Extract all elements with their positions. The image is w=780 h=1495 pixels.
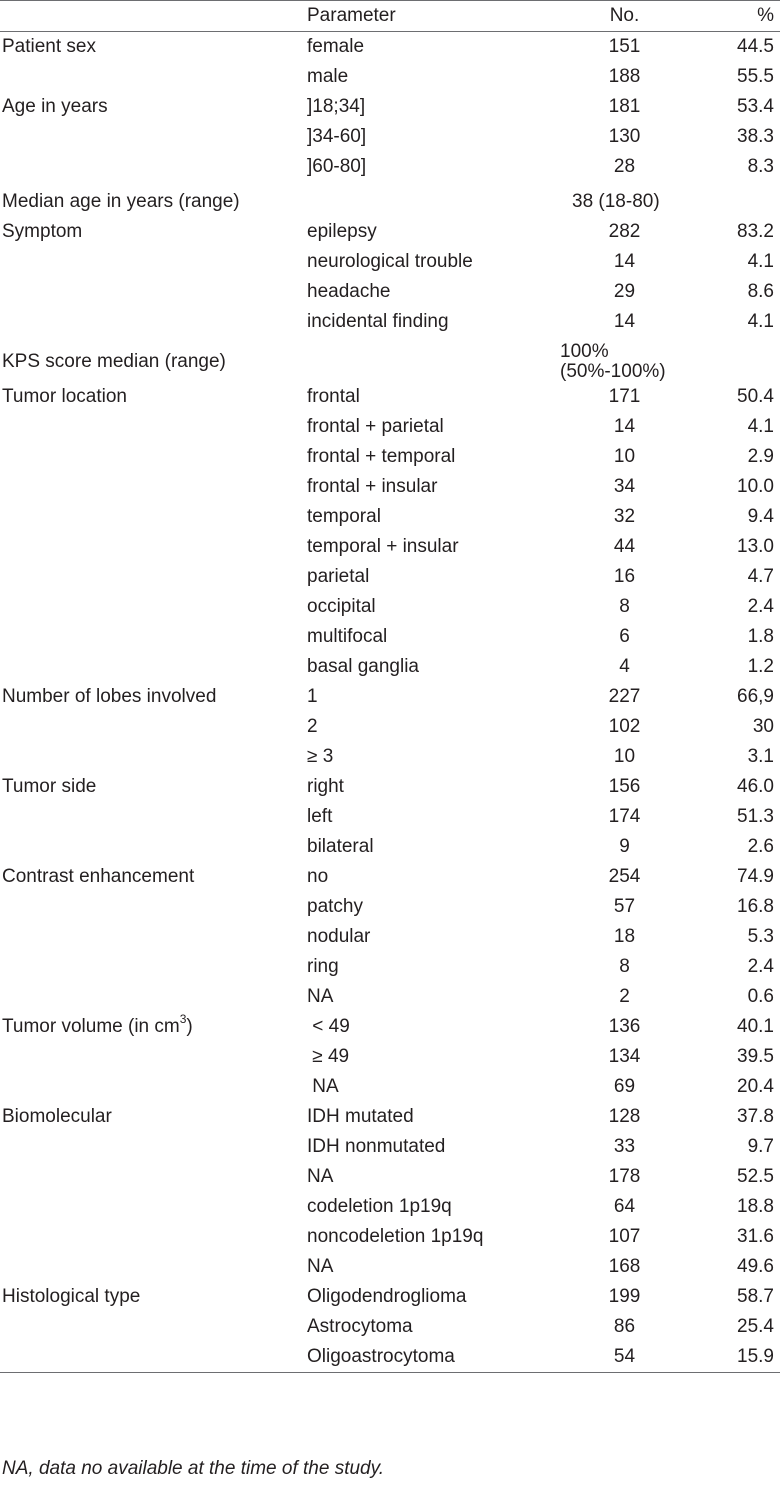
row-count: 199 bbox=[608, 1286, 641, 1307]
row-parameter: female bbox=[307, 36, 365, 57]
row-parameter: noncodeletion 1p19q bbox=[307, 1226, 484, 1247]
row-parameter: frontal + insular bbox=[307, 476, 438, 497]
row-count: 102 bbox=[608, 716, 641, 737]
row-count: 32 bbox=[613, 506, 636, 527]
row-percent: 4.7 bbox=[747, 566, 774, 587]
row-count: 171 bbox=[608, 386, 641, 407]
row-count: 64 bbox=[613, 1196, 636, 1217]
row-group-label bbox=[0, 592, 307, 622]
table-row bbox=[0, 562, 780, 592]
header-group bbox=[0, 1, 307, 32]
row-count: 156 bbox=[608, 776, 641, 797]
row-count: 38 (18-80) bbox=[572, 191, 660, 212]
row-parameter: basal ganglia bbox=[307, 656, 419, 677]
row-count: 100% (50%-100%) bbox=[560, 341, 666, 382]
table-row bbox=[0, 182, 780, 217]
row-count: 188 bbox=[608, 66, 641, 87]
row-group-label: Number of lobes involved bbox=[2, 686, 217, 707]
row-parameter: IDH nonmutated bbox=[307, 1136, 446, 1157]
row-group-label: Contrast enhancement bbox=[2, 866, 195, 887]
row-group-label bbox=[0, 1192, 307, 1222]
table-row bbox=[0, 1192, 780, 1222]
row-group-label: Symptom bbox=[2, 221, 83, 242]
row-group-label bbox=[0, 247, 307, 277]
row-count: 9 bbox=[619, 836, 630, 857]
row-parameter: bilateral bbox=[307, 836, 374, 857]
row-group-label bbox=[0, 1132, 307, 1162]
table-row bbox=[0, 892, 780, 922]
table-row bbox=[0, 862, 780, 892]
table-row bbox=[0, 122, 780, 152]
row-count: 178 bbox=[608, 1166, 641, 1187]
header-pct: % bbox=[707, 1, 780, 32]
table-row bbox=[0, 337, 780, 382]
row-group-label bbox=[0, 1342, 307, 1373]
table-row bbox=[0, 307, 780, 337]
row-count: 54 bbox=[542, 1342, 707, 1373]
row-group-label bbox=[0, 652, 307, 682]
row-percent: 18.8 bbox=[737, 1196, 774, 1217]
table-row bbox=[0, 442, 780, 472]
row-group-label bbox=[0, 892, 307, 922]
row-percent: 46.0 bbox=[737, 776, 774, 797]
row-percent bbox=[707, 182, 780, 217]
row-group-label bbox=[0, 1252, 307, 1282]
row-group-label bbox=[0, 802, 307, 832]
row-count: 86 bbox=[613, 1316, 636, 1337]
row-percent: 4.1 bbox=[747, 416, 774, 437]
row-parameter: ]60-80] bbox=[307, 156, 367, 177]
row-percent: 10.0 bbox=[737, 476, 774, 497]
table-row bbox=[0, 802, 780, 832]
table-row bbox=[0, 1312, 780, 1342]
row-percent: 52.5 bbox=[737, 1166, 774, 1187]
row-count: 6 bbox=[619, 626, 630, 647]
row-parameter: Oligoastrocytoma bbox=[307, 1342, 542, 1373]
row-parameter: ≥ 49 bbox=[307, 1046, 350, 1067]
row-percent: 25.4 bbox=[737, 1316, 774, 1337]
row-percent: 1.8 bbox=[747, 626, 774, 647]
row-group-label bbox=[0, 922, 307, 952]
row-group-label bbox=[0, 1312, 307, 1342]
table-row bbox=[0, 682, 780, 712]
table-row bbox=[0, 982, 780, 1012]
row-percent: 2.9 bbox=[747, 446, 774, 467]
row-percent: 1.2 bbox=[747, 656, 774, 677]
row-percent: 8.6 bbox=[747, 281, 774, 302]
row-parameter: frontal + parietal bbox=[307, 416, 444, 437]
table-row bbox=[0, 742, 780, 772]
row-group-label bbox=[0, 982, 307, 1012]
row-percent: 9.4 bbox=[747, 506, 774, 527]
row-group-label bbox=[0, 62, 307, 92]
row-parameter: NA bbox=[307, 986, 334, 1007]
row-group-label: KPS score median (range) bbox=[2, 351, 226, 372]
row-count: 44 bbox=[613, 536, 636, 557]
row-percent: 13.0 bbox=[737, 536, 774, 557]
row-percent: 5.3 bbox=[747, 926, 774, 947]
table-row bbox=[0, 622, 780, 652]
row-parameter: codeletion 1p19q bbox=[307, 1196, 452, 1217]
table-row bbox=[0, 1162, 780, 1192]
row-percent: 30 bbox=[752, 716, 774, 737]
row-group-label bbox=[0, 277, 307, 307]
row-parameter: ring bbox=[307, 956, 339, 977]
row-percent: 39.5 bbox=[737, 1046, 774, 1067]
row-count: 136 bbox=[608, 1016, 641, 1037]
row-group-label bbox=[0, 442, 307, 472]
row-count: 14 bbox=[613, 251, 636, 272]
row-parameter: frontal bbox=[307, 386, 360, 407]
row-parameter: frontal + temporal bbox=[307, 446, 456, 467]
row-parameter: no bbox=[307, 866, 329, 887]
table-body bbox=[0, 32, 780, 1373]
row-count: 29 bbox=[613, 281, 636, 302]
row-percent: 8.3 bbox=[747, 156, 774, 177]
row-group-label: Patient sex bbox=[2, 36, 96, 57]
row-count: 28 bbox=[613, 156, 636, 177]
table-row bbox=[0, 952, 780, 982]
row-percent bbox=[707, 337, 780, 382]
table-row bbox=[0, 277, 780, 307]
table-row bbox=[0, 1222, 780, 1252]
row-percent: 53.4 bbox=[737, 96, 774, 117]
table-row bbox=[0, 217, 780, 247]
table-row bbox=[0, 1012, 780, 1042]
table-row bbox=[0, 92, 780, 122]
row-count: 57 bbox=[613, 896, 636, 917]
row-percent: 58.7 bbox=[737, 1286, 774, 1307]
table-row bbox=[0, 247, 780, 277]
header-parameter: Parameter bbox=[307, 1, 542, 32]
table-row bbox=[0, 922, 780, 952]
row-count: 14 bbox=[613, 416, 636, 437]
row-percent: 49.6 bbox=[737, 1256, 774, 1277]
row-count: 10 bbox=[613, 746, 636, 767]
row-percent: 16.8 bbox=[737, 896, 774, 917]
row-parameter: neurological trouble bbox=[307, 251, 473, 272]
row-percent: 66,9 bbox=[737, 686, 774, 707]
row-count: 16 bbox=[613, 566, 636, 587]
row-parameter: incidental finding bbox=[307, 311, 449, 332]
row-parameter: multifocal bbox=[307, 626, 388, 647]
row-percent: 9.7 bbox=[747, 1136, 774, 1157]
row-count: 151 bbox=[608, 36, 641, 57]
row-group-label bbox=[0, 307, 307, 337]
row-group-label bbox=[0, 1072, 307, 1102]
table-row bbox=[0, 712, 780, 742]
table-row bbox=[0, 32, 780, 63]
row-group-label: Tumor side bbox=[2, 776, 97, 797]
row-count: 181 bbox=[608, 96, 641, 117]
row-parameter bbox=[307, 182, 542, 217]
row-parameter: NA bbox=[307, 1256, 334, 1277]
row-group-label bbox=[0, 1222, 307, 1252]
row-group-label: Tumor volume (in $cm^3$) bbox=[2, 1011, 193, 1037]
row-parameter: headache bbox=[307, 281, 391, 302]
row-percent: 4.1 bbox=[747, 251, 774, 272]
row-parameter: ]34-60] bbox=[307, 126, 367, 147]
row-percent: 0.6 bbox=[747, 986, 774, 1007]
row-parameter: patchy bbox=[307, 896, 363, 917]
table-row bbox=[0, 152, 780, 182]
row-group-label bbox=[0, 1162, 307, 1192]
row-parameter: right bbox=[307, 776, 344, 797]
row-percent: 20.4 bbox=[737, 1076, 774, 1097]
table-row bbox=[0, 472, 780, 502]
row-percent: 55.5 bbox=[737, 66, 774, 87]
row-parameter: temporal bbox=[307, 506, 381, 527]
row-count: 282 bbox=[608, 221, 641, 242]
table-row bbox=[0, 1072, 780, 1102]
row-count: 2 bbox=[619, 986, 630, 1007]
row-percent: 50.4 bbox=[737, 386, 774, 407]
table-row bbox=[0, 1132, 780, 1162]
row-count: 254 bbox=[608, 866, 641, 887]
row-percent: 31.6 bbox=[737, 1226, 774, 1247]
row-parameter: NA bbox=[307, 1166, 334, 1187]
row-parameter: 1 bbox=[307, 686, 318, 707]
row-percent: 51.3 bbox=[737, 806, 774, 827]
row-parameter: < 49 bbox=[307, 1016, 350, 1037]
row-group-label bbox=[0, 472, 307, 502]
table-row bbox=[0, 1342, 780, 1373]
row-percent: 2.4 bbox=[747, 956, 774, 977]
row-count: 168 bbox=[608, 1256, 641, 1277]
table-row bbox=[0, 382, 780, 412]
row-count: 130 bbox=[608, 126, 641, 147]
table-row bbox=[0, 772, 780, 802]
row-count: 107 bbox=[608, 1226, 641, 1247]
row-percent: 40.1 bbox=[737, 1016, 774, 1037]
table-row bbox=[0, 62, 780, 92]
row-count: 18 bbox=[613, 926, 636, 947]
row-parameter: NA bbox=[307, 1076, 339, 1097]
row-percent: 3.1 bbox=[747, 746, 774, 767]
row-percent: 2.4 bbox=[747, 596, 774, 617]
row-count: 134 bbox=[608, 1046, 641, 1067]
table-row bbox=[0, 502, 780, 532]
table-header-row bbox=[0, 1, 780, 32]
row-group-label bbox=[0, 832, 307, 862]
row-count: 174 bbox=[608, 806, 641, 827]
row-parameter: Astrocytoma bbox=[307, 1316, 413, 1337]
row-count: 14 bbox=[613, 311, 636, 332]
row-parameter: ≥ 3 bbox=[307, 746, 334, 767]
table-row bbox=[0, 832, 780, 862]
row-count: 4 bbox=[619, 656, 630, 677]
row-parameter bbox=[307, 337, 542, 382]
row-parameter: left bbox=[307, 806, 333, 827]
row-group-label bbox=[0, 952, 307, 982]
row-group-label: Tumor location bbox=[2, 386, 127, 407]
row-percent: 74.9 bbox=[737, 866, 774, 887]
row-count: 128 bbox=[608, 1106, 641, 1127]
row-group-label: Biomolecular bbox=[2, 1106, 112, 1127]
row-group-label bbox=[0, 412, 307, 442]
row-count: 69 bbox=[613, 1076, 636, 1097]
table-row bbox=[0, 1102, 780, 1132]
row-parameter: epilepsy bbox=[307, 221, 377, 242]
table-row bbox=[0, 652, 780, 682]
row-parameter: temporal + insular bbox=[307, 536, 459, 557]
row-parameter: parietal bbox=[307, 566, 370, 587]
row-group-label: Age in years bbox=[2, 96, 108, 117]
row-group-label bbox=[0, 562, 307, 592]
row-group-label bbox=[0, 712, 307, 742]
row-count: 34 bbox=[613, 476, 636, 497]
row-parameter: ]18;34] bbox=[307, 96, 366, 117]
row-group-label bbox=[0, 742, 307, 772]
row-group-label bbox=[0, 622, 307, 652]
row-percent: 2.6 bbox=[747, 836, 774, 857]
row-parameter: IDH mutated bbox=[307, 1106, 414, 1127]
header-no: No. bbox=[542, 1, 707, 32]
table-row bbox=[0, 532, 780, 562]
row-count: 33 bbox=[613, 1136, 636, 1157]
row-group-label bbox=[0, 152, 307, 182]
row-group-label bbox=[0, 502, 307, 532]
row-parameter: 2 bbox=[307, 716, 318, 737]
row-group-label: Median age in years (range) bbox=[2, 191, 240, 212]
table-row bbox=[0, 1252, 780, 1282]
row-percent: 37.8 bbox=[737, 1106, 774, 1127]
row-count: 10 bbox=[613, 446, 636, 467]
row-group-label bbox=[0, 122, 307, 152]
row-percent: 4.1 bbox=[747, 311, 774, 332]
table-row bbox=[0, 592, 780, 622]
row-percent: 44.5 bbox=[737, 36, 774, 57]
row-group-label: Histological type bbox=[2, 1286, 141, 1307]
row-parameter: nodular bbox=[307, 926, 371, 947]
table-footnote: NA, data no available at the time of the study. bbox=[2, 1458, 384, 1479]
row-count: 227 bbox=[608, 686, 641, 707]
row-count: 8 bbox=[619, 956, 630, 977]
table-row bbox=[0, 412, 780, 442]
row-percent: 38.3 bbox=[737, 126, 774, 147]
row-count: 8 bbox=[619, 596, 630, 617]
row-percent: 15.9 bbox=[707, 1342, 780, 1373]
row-parameter: Oligodendroglioma bbox=[307, 1286, 467, 1307]
row-parameter: occipital bbox=[307, 596, 376, 617]
row-percent: 83.2 bbox=[737, 221, 774, 242]
table-row bbox=[0, 1282, 780, 1312]
table-row bbox=[0, 1042, 780, 1072]
row-parameter: male bbox=[307, 66, 349, 87]
row-group-label bbox=[0, 1042, 307, 1072]
row-group-label bbox=[0, 532, 307, 562]
